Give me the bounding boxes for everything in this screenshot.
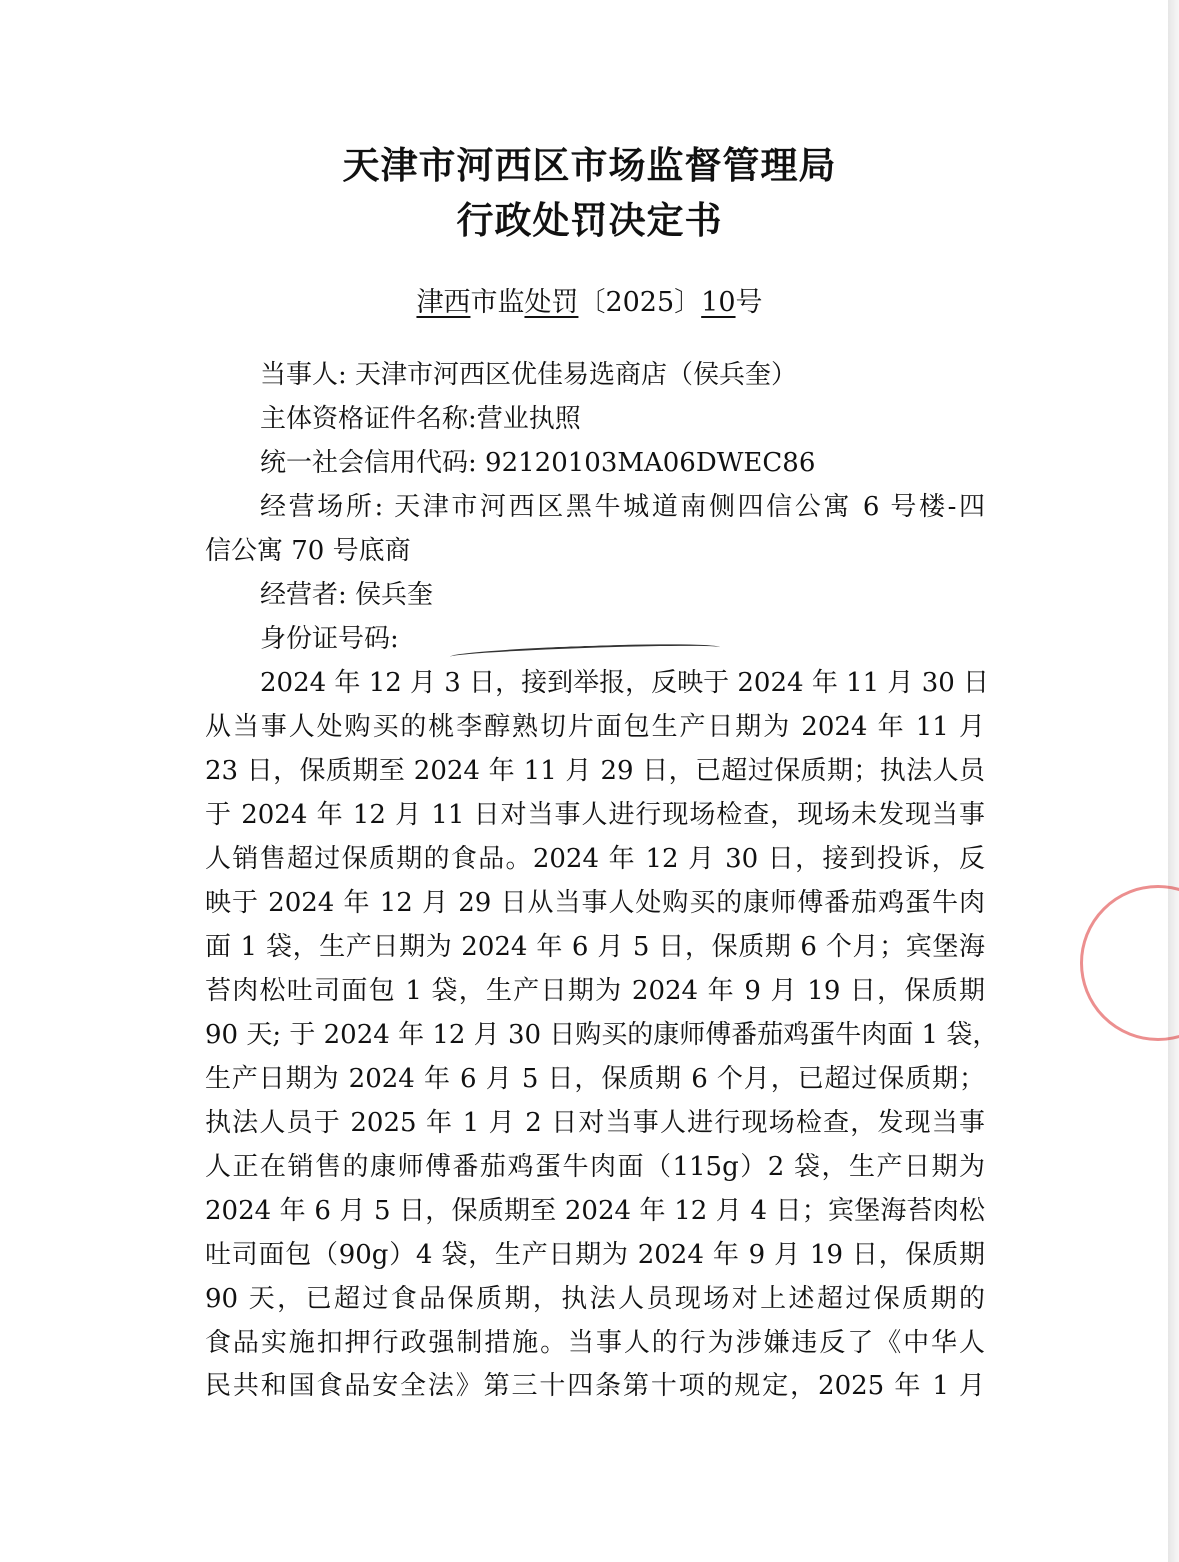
body-line: 苔肉松吐司面包 1 袋，生产日期为 2024 年 9 月 19 日，保质期 xyxy=(205,976,985,1006)
doc-number-num: 10 xyxy=(701,287,736,318)
doc-number-part2: 市监 xyxy=(470,287,525,318)
body-line: 吐司面包（90g）4 袋，生产日期为 2024 年 9 月 19 日，保质期 xyxy=(205,1240,985,1270)
doc-number-prefix: 津西 xyxy=(416,287,471,318)
body-line: 从当事人处购买的桃李醇熟切片面包生产日期为 2024 年 11 月 xyxy=(205,712,985,742)
body-line: 生产日期为 2024 年 6 月 5 日，保质期 6 个月，已超过保质期； xyxy=(205,1064,985,1094)
body-line: 于 2024 年 12 月 11 日对当事人进行现场检查，现场未发现当事 xyxy=(205,800,985,830)
body-line: 面 1 袋，生产日期为 2024 年 6 月 5 日，保质期 6 个月；宾堡海 xyxy=(205,932,985,962)
document-number xyxy=(0,280,1179,319)
body-line: 90 天; 于 2024 年 12 月 30 日购买的康师傅番茄鸡蛋牛肉面 1 袋， xyxy=(205,1020,999,1050)
body-line: 民共和国食品安全法》第三十四条第十项的规定，2025 年 1 月 xyxy=(205,1371,985,1401)
body-line: 食品实施扣押行政强制措施。当事人的行为涉嫌违反了《中华人 xyxy=(205,1328,985,1358)
body-line: 90 天，已超过食品保质期，执法人员现场对上述超过保质期的 xyxy=(205,1284,985,1314)
cert-name-line: 主体资格证件名称:营业执照 xyxy=(260,404,581,434)
party-line: 当事人: 天津市河西区优佳易选商店（侯兵奎） xyxy=(260,360,798,390)
document-title: 行政处罚决定书 xyxy=(456,198,723,242)
official-seal-partial xyxy=(1080,885,1179,1041)
body-line: 人正在销售的康师傅番茄鸡蛋牛肉面（115g）2 袋，生产日期为 xyxy=(205,1152,985,1182)
operator-line: 经营者: 侯兵奎 xyxy=(260,580,434,610)
body-line: 映于 2024 年 12 月 29 日从当事人处购买的康师傅番茄鸡蛋牛肉 xyxy=(205,888,985,918)
body-line: 执法人员于 2025 年 1 月 2 日对当事人进行现场检查，发现当事 xyxy=(205,1108,985,1138)
address-line-2: 信公寓 70 号底商 xyxy=(205,536,411,566)
credit-code-line: 统一社会信用代码: 92120103MA06DWEC86 xyxy=(260,448,816,478)
body-line: 23 日，保质期至 2024 年 11 月 29 日，已超过保质期；执法人员 xyxy=(205,756,985,786)
address-line-1: 经营场所: 天津市河西区黑牛城道南侧四信公寓 6 号楼-四 xyxy=(260,492,985,522)
agency-title: 天津市河西区市场监督管理局 xyxy=(342,143,837,187)
doc-number-part3: 处罚 xyxy=(524,287,579,318)
body-line: 人销售超过保质期的食品。2024 年 12 月 30 日，接到投诉，反 xyxy=(205,844,985,874)
body-line: 2024 年 6 月 5 日，保质期至 2024 年 12 月 4 日；宾堡海苔肉松 xyxy=(205,1196,985,1226)
doc-number-suffix: 号 xyxy=(735,287,763,318)
id-number-line: 身份证号码: xyxy=(260,624,399,654)
doc-number-year: 〔2025〕 xyxy=(578,287,702,318)
body-line: 2024 年 12 月 3 日，接到举报，反映于 2024 年 11 月 30 日 xyxy=(260,668,990,698)
